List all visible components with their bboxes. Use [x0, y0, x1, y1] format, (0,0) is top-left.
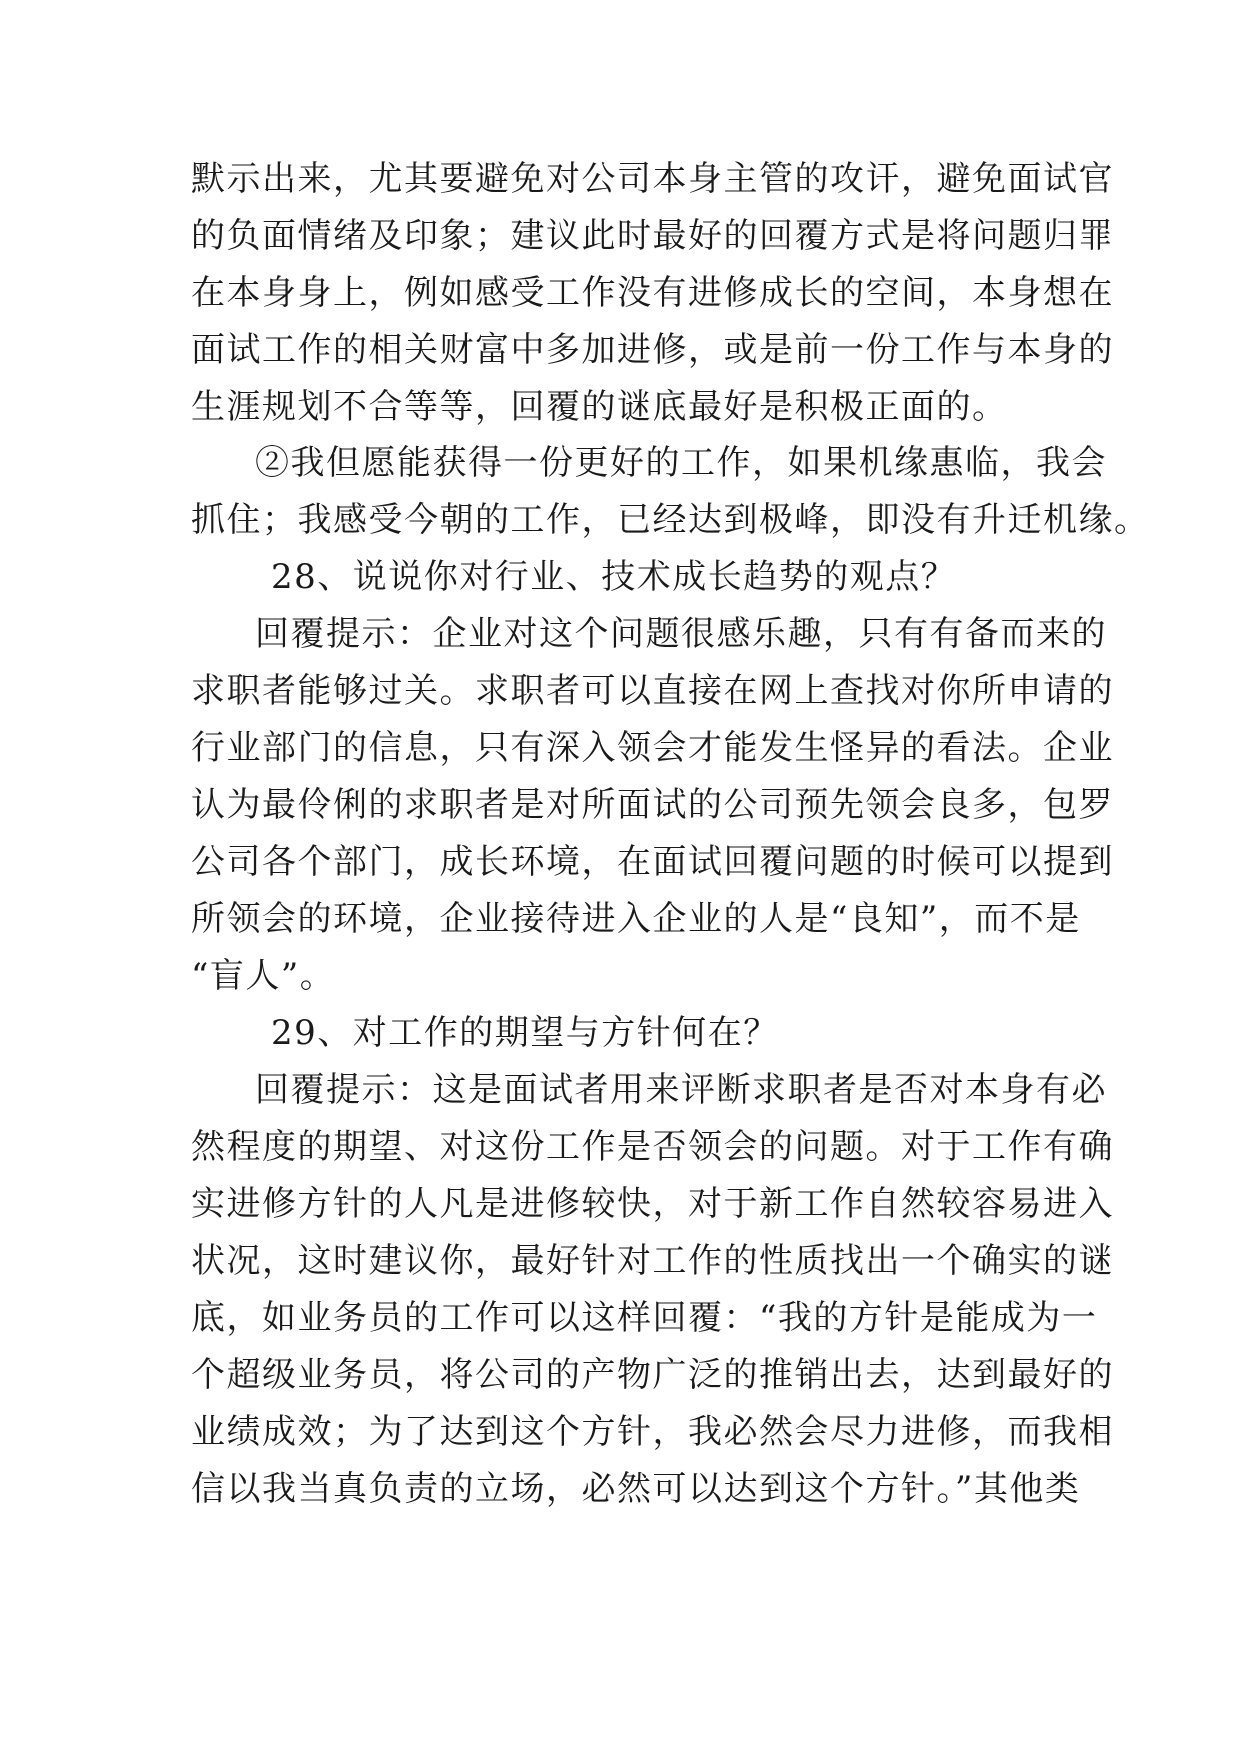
text-line: 面试工作的相关财富中多加进修，或是前一份工作与本身的: [191, 330, 1114, 370]
text-line: 然程度的期望、对这份工作是否领会的问题。对于工作有确: [191, 1127, 1114, 1167]
text-line: 认为最伶俐的求职者是对所面试的公司预先领会良多，包罗: [191, 785, 1114, 825]
text-line: 求职者能够过关。求职者可以直接在网上查找对你所申请的: [191, 671, 1114, 711]
text-line: 信以我当真负责的立场，必然可以达到这个方针。”其他类: [191, 1469, 1081, 1509]
text-line: 的负面情绪及印象；建议此时最好的回覆方式是将问题归罪: [191, 216, 1114, 256]
text-line: 回覆提示：这是面试者用来评断求职者是否对本身有必: [255, 1070, 1107, 1110]
text-line: 实进修方针的人凡是进修较快，对于新工作自然较容易进入: [191, 1184, 1114, 1224]
text-line: “盲人”。: [191, 956, 336, 996]
text-line: 公司各个部门，成长环境，在面试回覆问题的时候可以提到: [191, 842, 1114, 882]
text-line: 抓住；我感受今朝的工作，已经达到极峰，即没有升迁机缘。: [191, 500, 1150, 540]
section-heading: 29、对工作的期望与方针何在？: [271, 1013, 779, 1053]
text-line: 底，如业务员的工作可以这样回覆：“我的方针是能成为一: [191, 1298, 1098, 1338]
text-line: ②我但愿能获得一份更好的工作，如果机缘惠临，我会: [255, 443, 1107, 483]
text-line: 个超级业务员，将公司的产物广泛的推销出去，达到最好的: [191, 1355, 1114, 1395]
text-line: 在本身身上，例如感受工作没有进修成长的空间，本身想在: [191, 273, 1114, 313]
text-line: 默示出来，尤其要避免对公司本身主管的攻讦，避免面试官: [191, 159, 1114, 199]
text-line: 所领会的环境，企业接待进入企业的人是“良知”，而不是: [191, 899, 1081, 939]
text-line: 回覆提示：企业对这个问题很感乐趣，只有有备而来的: [255, 614, 1107, 654]
section-heading: 28、说说你对行业、技术成长趋势的观点？: [271, 557, 957, 597]
text-line: 生涯规划不合等等，回覆的谜底最好是积极正面的。: [191, 387, 1008, 427]
text-line: 状况，这时建议你，最好针对工作的性质找出一个确实的谜: [191, 1241, 1114, 1281]
text-line: 业绩成效；为了达到这个方针，我必然会尽力进修，而我相: [191, 1412, 1114, 1452]
text-line: 行业部门的信息，只有深入领会才能发生怪异的看法。企业: [191, 728, 1114, 768]
